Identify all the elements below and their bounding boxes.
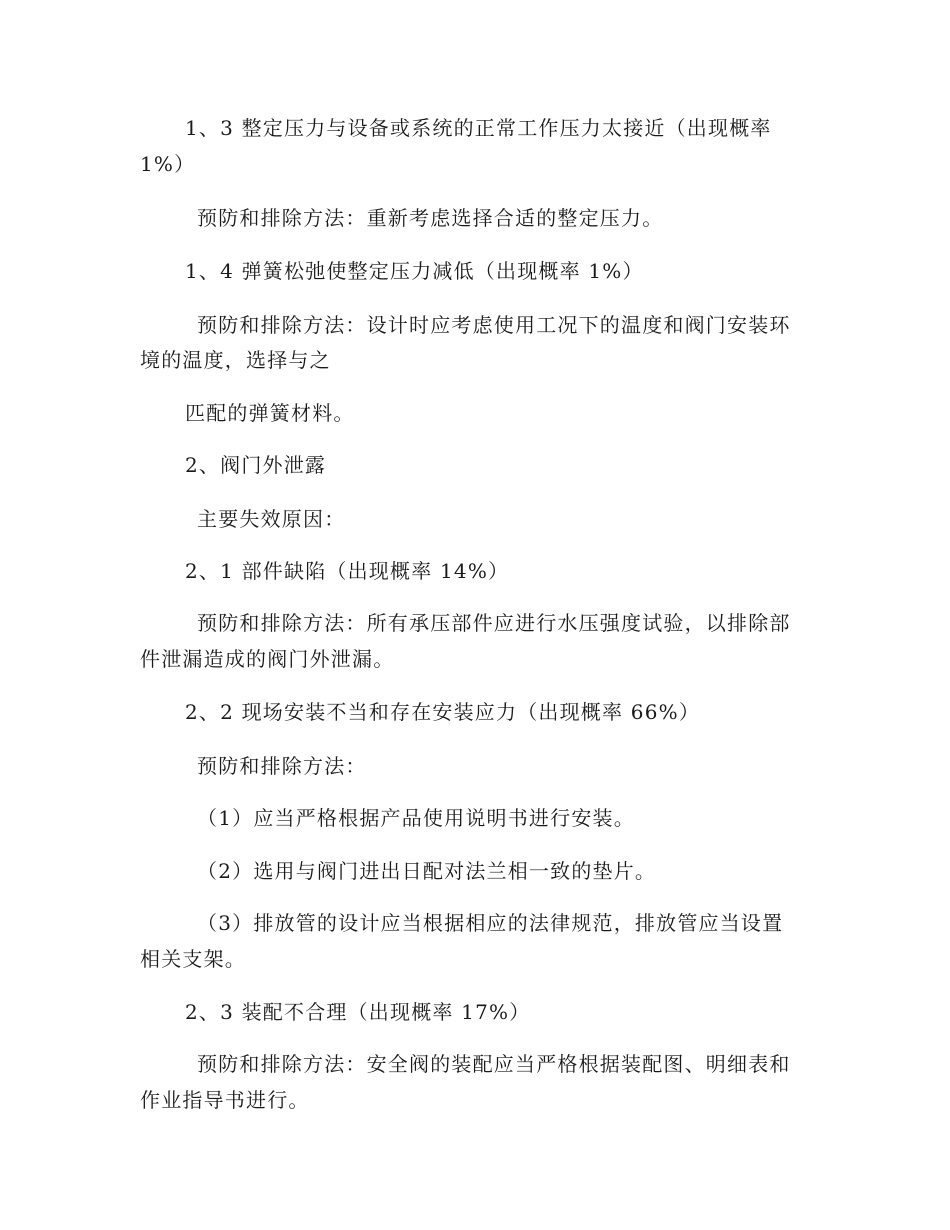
list-item: （1）应当严格根据产品使用说明书进行安装。: [197, 806, 635, 830]
list-item: （3）排放管的设计应当根据相应的法律规范，排放管应当设置: [197, 911, 784, 935]
text-line: 2、3 装配不合理（出现概率 17%）: [185, 1000, 531, 1024]
text-line: 境的温度，选择与之: [140, 348, 331, 372]
text-line: 1、4 弹簧松弛使整定压力减低（出现概率 1%）: [185, 259, 644, 283]
text-line: 2、2 现场安装不当和存在安装应力（出现概率 66%）: [185, 700, 701, 724]
text-line: 2、1 部件缺陷（出现概率 14%）: [185, 559, 510, 583]
text-line: 匹配的弹簧材料。: [185, 401, 355, 425]
text-line: 相关支架。: [140, 947, 246, 971]
text-line: 主要失效原因：: [197, 507, 346, 531]
text-line: 预防和排除方法：安全阀的装配应当严格根据装配图、明细表和: [197, 1052, 791, 1076]
text-line: 预防和排除方法：设计时应考虑使用工况下的温度和阀门安装环: [197, 313, 791, 337]
text-line: 1%）: [140, 152, 196, 176]
text-line: 1、3 整定压力与设备或系统的正常工作压力太接近（出现概率: [185, 116, 772, 140]
list-item: （2）选用与阀门进出日配对法兰相一致的垫片。: [197, 859, 657, 883]
section-heading: 2、阀门外泄露: [185, 453, 327, 477]
text-line: 作业指导书进行。: [140, 1088, 310, 1112]
text-line: 预防和排除方法：所有承压部件应进行水压强度试验，以排除部: [197, 611, 791, 635]
text-line: 预防和排除方法：重新考虑选择合适的整定压力。: [197, 206, 664, 230]
text-line: 预防和排除方法：: [197, 754, 367, 778]
text-line: 件泄漏造成的阀门外泄漏。: [140, 647, 395, 671]
